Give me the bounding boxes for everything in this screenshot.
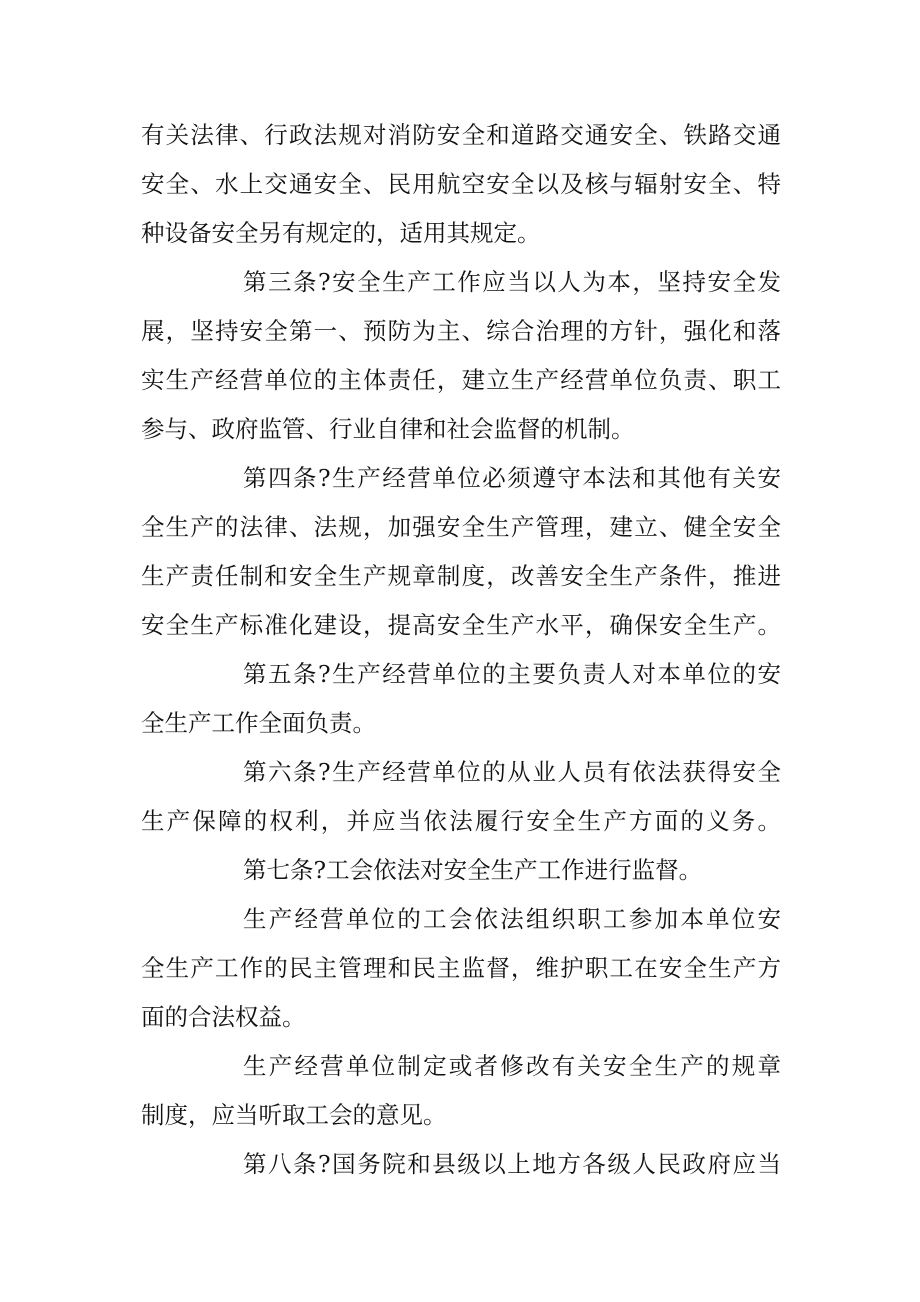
text-line: 有关法律、行政法规对消防安全和道路交通安全、铁路交通 <box>141 121 781 149</box>
text-line: 安全生产标准化建设，提高安全生产水平，确保安全生产。 <box>141 611 781 639</box>
text-line: 生产保障的权利，并应当依法履行安全生产方面的义务。 <box>141 807 781 835</box>
text-line: 制度，应当听取工会的意见。 <box>141 1101 447 1129</box>
text-line: 种设备安全另有规定的，适用其规定。 <box>141 219 541 247</box>
paragraph-first-line: 生产经营单位的工会依法组织职工参加本单位安 <box>243 905 781 933</box>
article-7-first-line: 第七条?工会依法对安全生产工作进行监督。 <box>243 856 703 884</box>
article-3-first-line: 第三条?安全生产工作应当以人为本，坚持安全发 <box>243 268 781 296</box>
text-line: 全生产工作全面负责。 <box>141 709 376 737</box>
text-line: 全生产的法律、法规，加强安全生产管理，建立、健全安全 <box>141 513 781 541</box>
text-line: 展，坚持安全第一、预防为主、综合治理的方针，强化和落 <box>141 317 781 345</box>
text-line: 生产责任制和安全生产规章制度，改善安全生产条件，推进 <box>141 562 781 590</box>
article-4-first-line: 第四条?生产经营单位必须遵守本法和其他有关安 <box>243 464 781 492</box>
article-6-first-line: 第六条?生产经营单位的从业人员有依法获得安全 <box>243 758 781 786</box>
text-line: 实生产经营单位的主体责任，建立生产经营单位负责、职工 <box>141 366 781 394</box>
text-line: 全生产工作的民主管理和民主监督，维护职工在安全生产方 <box>141 954 781 982</box>
text-line: 面的合法权益。 <box>141 1003 306 1031</box>
text-line: 安全、水上交通安全、民用航空安全以及核与辐射安全、特 <box>141 170 781 198</box>
article-8-first-line: 第八条?国务院和县级以上地方各级人民政府应当 <box>243 1150 781 1178</box>
paragraph-first-line: 生产经营单位制定或者修改有关安全生产的规章 <box>243 1052 781 1080</box>
article-5-first-line: 第五条?生产经营单位的主要负责人对本单位的安 <box>243 660 781 688</box>
text-line: 参与、政府监管、行业自律和社会监督的机制。 <box>141 415 635 443</box>
